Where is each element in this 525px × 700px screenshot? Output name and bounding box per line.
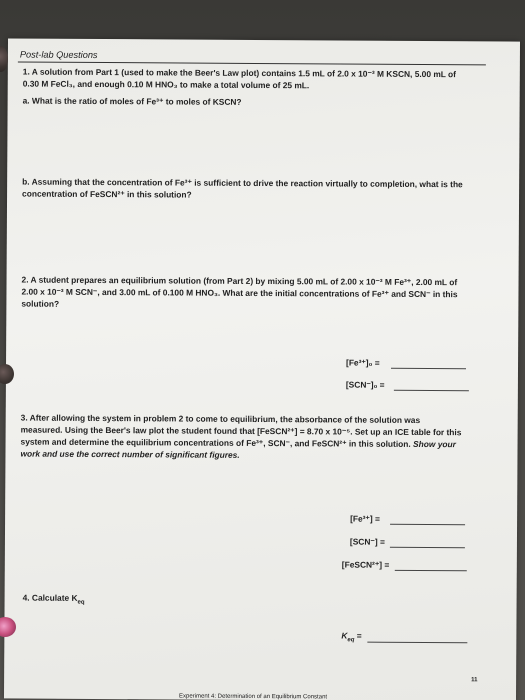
binder-hole-top bbox=[0, 46, 8, 72]
q3-fe-answer-blank bbox=[390, 524, 465, 525]
q1-text-line1: 1. A solution from Part 1 (used to make the Beer's Law plot) contains 1.5 mL of 2.0 x 10⁻³ M KSCN, 5.00 mL of bbox=[22, 66, 457, 80]
q1a-text: a. What is the ratio of moles of Fe³⁺ to moles of KSCN? bbox=[22, 95, 242, 107]
q3-fe-eq-label: [Fe³⁺] = bbox=[350, 513, 380, 524]
page-number: 11 bbox=[471, 677, 478, 684]
q3-text-line1: 3. After allowing the system in problem 2 to come to equilibrium, the absorbance of the solution was bbox=[20, 412, 421, 425]
q2-fe-initial-label: [Fe³⁺]₀ = bbox=[346, 357, 380, 368]
q3-scn-answer-blank bbox=[390, 547, 465, 548]
footer-caption: Experiment 4: Determination of an Equilibrium Constant bbox=[178, 693, 328, 700]
worksheet-page bbox=[4, 38, 520, 700]
q1b-text-line1: b. Assuming that the concentration of Fe³⁺ is sufficient to drive the reaction virtually to completion, what is the bbox=[22, 176, 463, 190]
q4-keq-label: $K_{eq}$ = bbox=[341, 630, 362, 644]
q2-fe-answer-blank bbox=[391, 368, 466, 369]
page-title: Post-lab Questions bbox=[19, 49, 98, 60]
q2-text-line3: solution? bbox=[21, 298, 60, 309]
q4-keq-answer-blank bbox=[367, 642, 467, 644]
q1b-text-line2: concentration of FeSCN²⁺ in this solution? bbox=[22, 188, 192, 200]
q2-scn-initial-label: [SCN⁻]₀ = bbox=[345, 379, 385, 390]
title-rule bbox=[18, 62, 486, 66]
q3-text-line3: system and determine the equilibrium concentrations of Fe³⁺, SCN⁻, and FeSCN²⁺ in this solution. Show your bbox=[20, 436, 456, 450]
q3-fescn-eq-label: [FeSCN²⁺] = bbox=[341, 559, 390, 570]
q1-text-line2: 0.30 M FeCl₃, and enough 0.10 M HNO₃ to make a total volume of 25 mL. bbox=[22, 78, 310, 91]
q3-fescn-answer-blank bbox=[395, 570, 467, 571]
q2-text-line2: 2.00 x 10⁻³ M SCN⁻, and 3.00 mL of 0.100 M HNO₃. What are the initial concentrations of Fe³⁺ and SCN⁻ in this bbox=[21, 286, 458, 300]
q2-scn-answer-blank bbox=[394, 390, 469, 391]
q3-scn-eq-label: [SCN⁻] = bbox=[349, 536, 385, 547]
q3-text-line2: measured. Using the Beer's law plot the student found that [FeSCN²⁺] = 8.70 x 10⁻⁵. Set up an ICE table for this bbox=[20, 424, 462, 438]
q3-text-line4: work and use the correct number of significant figures. bbox=[20, 448, 240, 460]
q2-text-line1: 2. A student prepares an equilibrium solution (from Part 2) by mixing 5.00 mL of 2.00 x 10⁻³ M Fe³⁺, 2.00 mL of bbox=[21, 274, 458, 288]
q4-text: 4. Calculate $K_{eq}$ bbox=[22, 592, 85, 606]
